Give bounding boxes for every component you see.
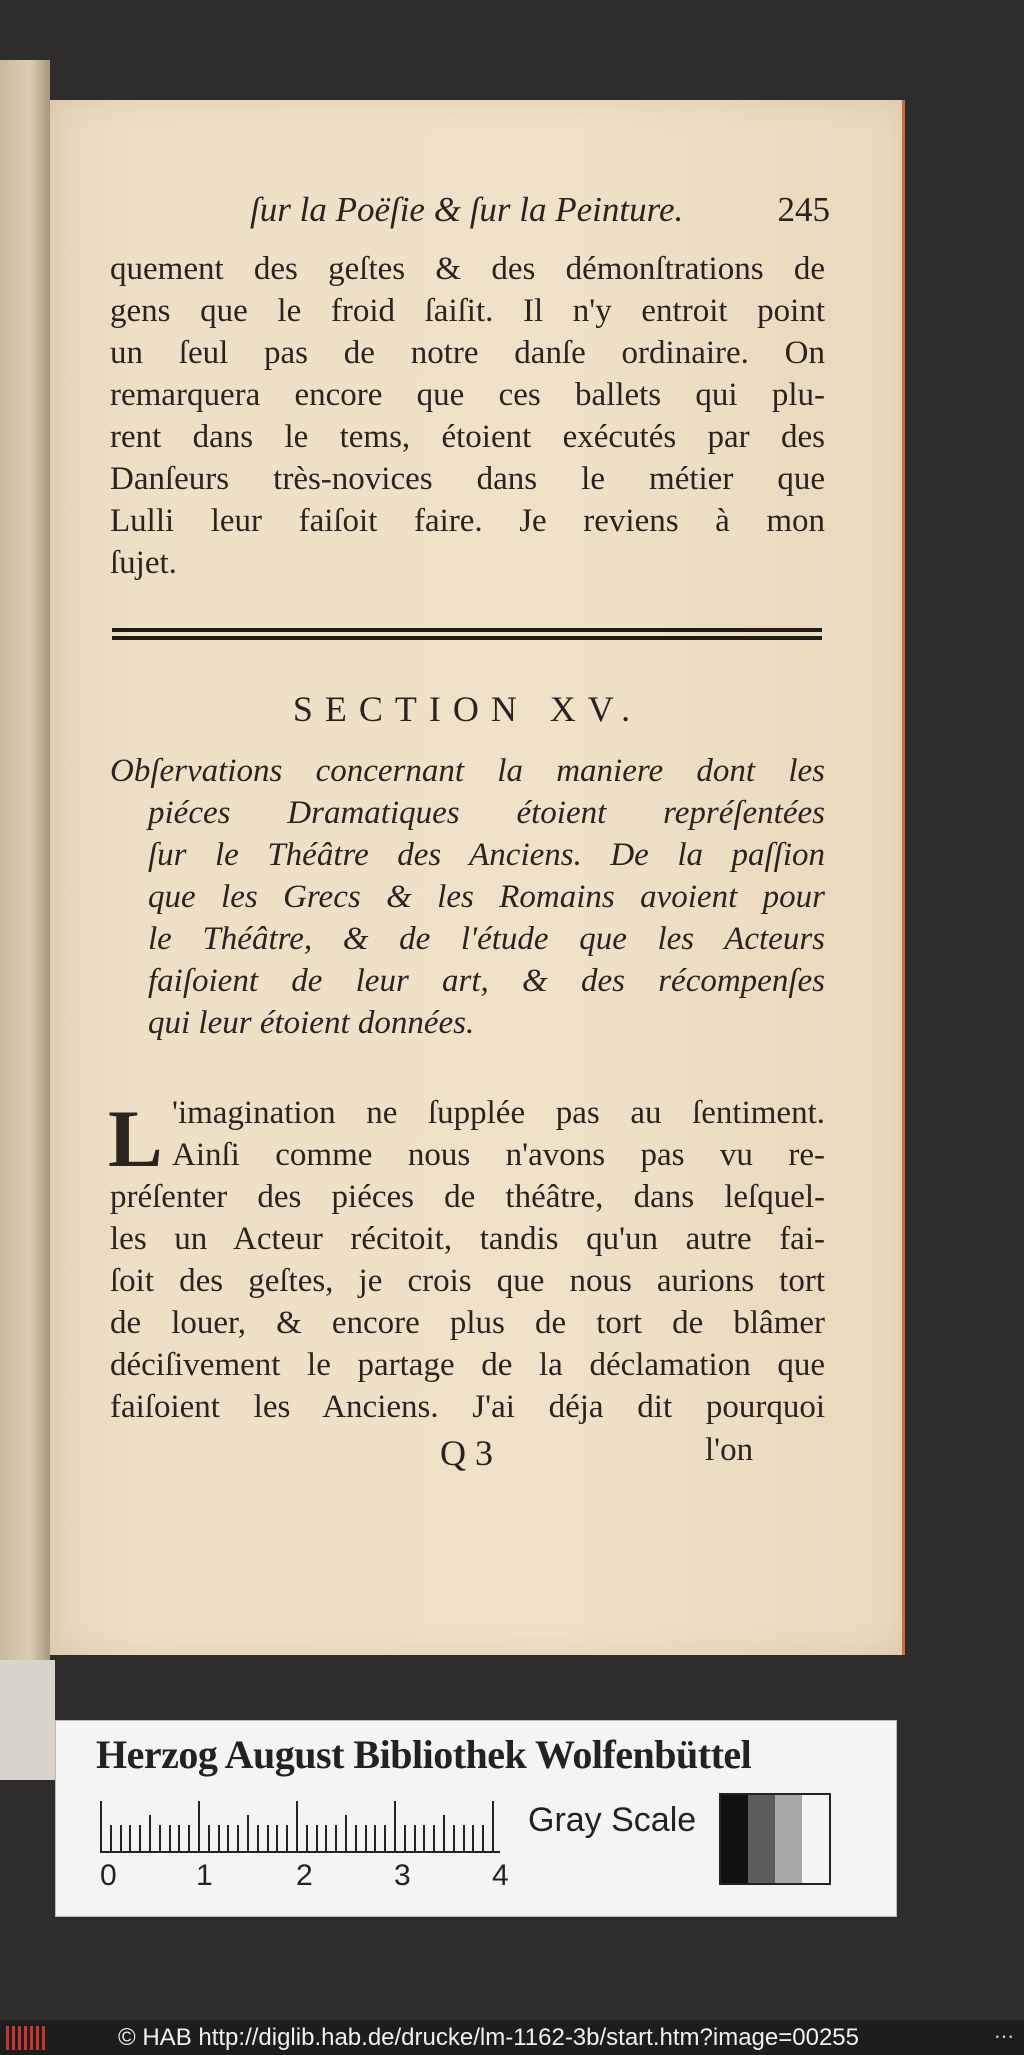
ruler-tick	[492, 1801, 494, 1851]
ruler-tick	[374, 1825, 376, 1851]
scale-number: 4	[492, 1859, 509, 1892]
summary-line: qui leur étoient données.	[148, 1005, 475, 1041]
ruler-tick	[276, 1825, 278, 1851]
left-page-edge	[0, 60, 50, 1660]
summary-line: ſur le Théâtre des Anciens. De la paſſion	[148, 837, 825, 873]
color-calibration-card	[55, 1720, 897, 1917]
text-line: Lulli leur faiſoit faire. Je reviens à mon	[110, 503, 825, 539]
page-number: 245	[777, 190, 830, 229]
scale-number: 3	[394, 1859, 411, 1892]
drop-cap: L	[108, 1093, 163, 1184]
ruler-tick	[335, 1825, 337, 1851]
ruler-tick	[149, 1815, 151, 1851]
ruler-tick	[472, 1825, 474, 1851]
gray-scale-label: Gray Scale	[528, 1801, 697, 1839]
catchword: l'on	[705, 1432, 754, 1468]
ruler-tick	[169, 1825, 171, 1851]
ruler-tick	[443, 1815, 445, 1851]
barcode-icon	[6, 2026, 46, 2050]
ruler-tick	[100, 1801, 102, 1851]
left-card-edge	[0, 1660, 55, 1780]
ruler-tick	[227, 1825, 229, 1851]
gray-swatch	[802, 1795, 829, 1883]
paragraph-continued	[110, 248, 825, 584]
ruler-tick	[178, 1825, 180, 1851]
text-line: gens que le froid ſaiſit. Il n'y entroit point	[110, 293, 825, 329]
library-name: Herzog August Bibliothek Wolfenbüttel	[96, 1732, 752, 1777]
ruler-tick	[208, 1825, 210, 1851]
text-line: de louer, & encore plus de tort de blâmer	[110, 1305, 825, 1341]
ruler-tick	[482, 1825, 484, 1851]
status-bar	[0, 2020, 1024, 2055]
signature-mark: Q 3	[440, 1433, 493, 1473]
ruler-tick	[423, 1825, 425, 1851]
ruler-tick	[218, 1825, 220, 1851]
ruler-tick	[286, 1825, 288, 1851]
ruler-tick	[139, 1825, 141, 1851]
text-line: faiſoient les Anciens. J'ai déja dit pourquoi	[110, 1389, 825, 1425]
section-divider	[112, 628, 822, 640]
text-line: ſujet.	[110, 545, 177, 581]
ruler-tick	[404, 1825, 406, 1851]
ruler-tick	[433, 1825, 435, 1851]
scale-number: 0	[100, 1859, 117, 1892]
gray-swatch	[748, 1795, 775, 1883]
ruler-tick	[365, 1825, 367, 1851]
ruler-tick	[384, 1825, 386, 1851]
text-line: un ſeul pas de notre danſe ordinaire. On	[110, 335, 825, 371]
ruler-tick	[394, 1801, 396, 1851]
text-line: les un Acteur récitoit, tandis qu'un autre fai-	[110, 1221, 825, 1257]
ruler-tick	[237, 1825, 239, 1851]
ruler-tick	[257, 1825, 259, 1851]
centimeter-ruler	[100, 1799, 500, 1853]
gray-swatch	[775, 1795, 802, 1883]
paragraph-body	[110, 1092, 825, 1428]
running-head-title: ſur la Poëſie & ſur la Peinture.	[250, 190, 684, 229]
text-line: quement des geſtes & des démonſtrations de	[110, 251, 825, 287]
text-line: rent dans le tems, étoient exécutés par des	[110, 419, 825, 455]
ruler-tick	[355, 1825, 357, 1851]
ruler-tick	[414, 1825, 416, 1851]
ruler-tick	[325, 1825, 327, 1851]
text-line: 'imagination ne ſupplée pas au ſentiment.	[172, 1095, 825, 1131]
ruler-tick	[188, 1825, 190, 1851]
summary-line: piéces Dramatiques étoient repréſentées	[148, 795, 825, 831]
more-menu-icon[interactable]: ⋯	[994, 2026, 1014, 2048]
ruler-tick	[129, 1825, 131, 1851]
text-line: déciſivement le partage de la déclamation que	[110, 1347, 825, 1383]
text-line: préſenter des piéces de théâtre, dans leſquel-	[110, 1179, 825, 1215]
text-line: remarquera encore que ces ballets qui plu-	[110, 377, 825, 413]
section-summary	[110, 750, 825, 1044]
ruler-tick	[159, 1825, 161, 1851]
summary-line: que les Grecs & les Romains avoient pour	[148, 879, 825, 915]
ruler-tick	[453, 1825, 455, 1851]
scale-number: 2	[296, 1859, 313, 1892]
ruler-tick	[267, 1825, 269, 1851]
ruler-tick	[198, 1801, 200, 1851]
ruler-tick	[306, 1825, 308, 1851]
text-line: Ainſi comme nous n'avons pas vu re-	[172, 1137, 825, 1173]
ruler-tick	[463, 1825, 465, 1851]
gray-swatches	[719, 1793, 831, 1885]
ruler-tick	[296, 1801, 298, 1851]
book-page	[50, 100, 905, 1655]
summary-line: faiſoient de leur art, & des récompenſes	[148, 963, 825, 999]
running-head	[250, 190, 830, 230]
summary-line: le Théâtre, & de l'étude que les Acteurs	[148, 921, 825, 957]
text-line: ſoit des geſtes, je crois que nous aurions tort	[110, 1263, 825, 1299]
ruler-tick	[345, 1815, 347, 1851]
ruler-tick	[120, 1825, 122, 1851]
gray-swatch	[721, 1795, 748, 1883]
ruler-tick	[110, 1825, 112, 1851]
copyright-url: © HAB http://diglib.hab.de/drucke/lm-1162-3b/start.htm?image=00255	[118, 2024, 859, 2051]
summary-line: Obſervations concernant la maniere dont les	[110, 753, 825, 789]
text-line: Danſeurs très-novices dans le métier que	[110, 461, 825, 497]
scale-number: 1	[196, 1859, 213, 1892]
ruler-tick	[316, 1825, 318, 1851]
ruler-tick	[247, 1815, 249, 1851]
section-heading: SECTION XV.	[292, 689, 643, 729]
